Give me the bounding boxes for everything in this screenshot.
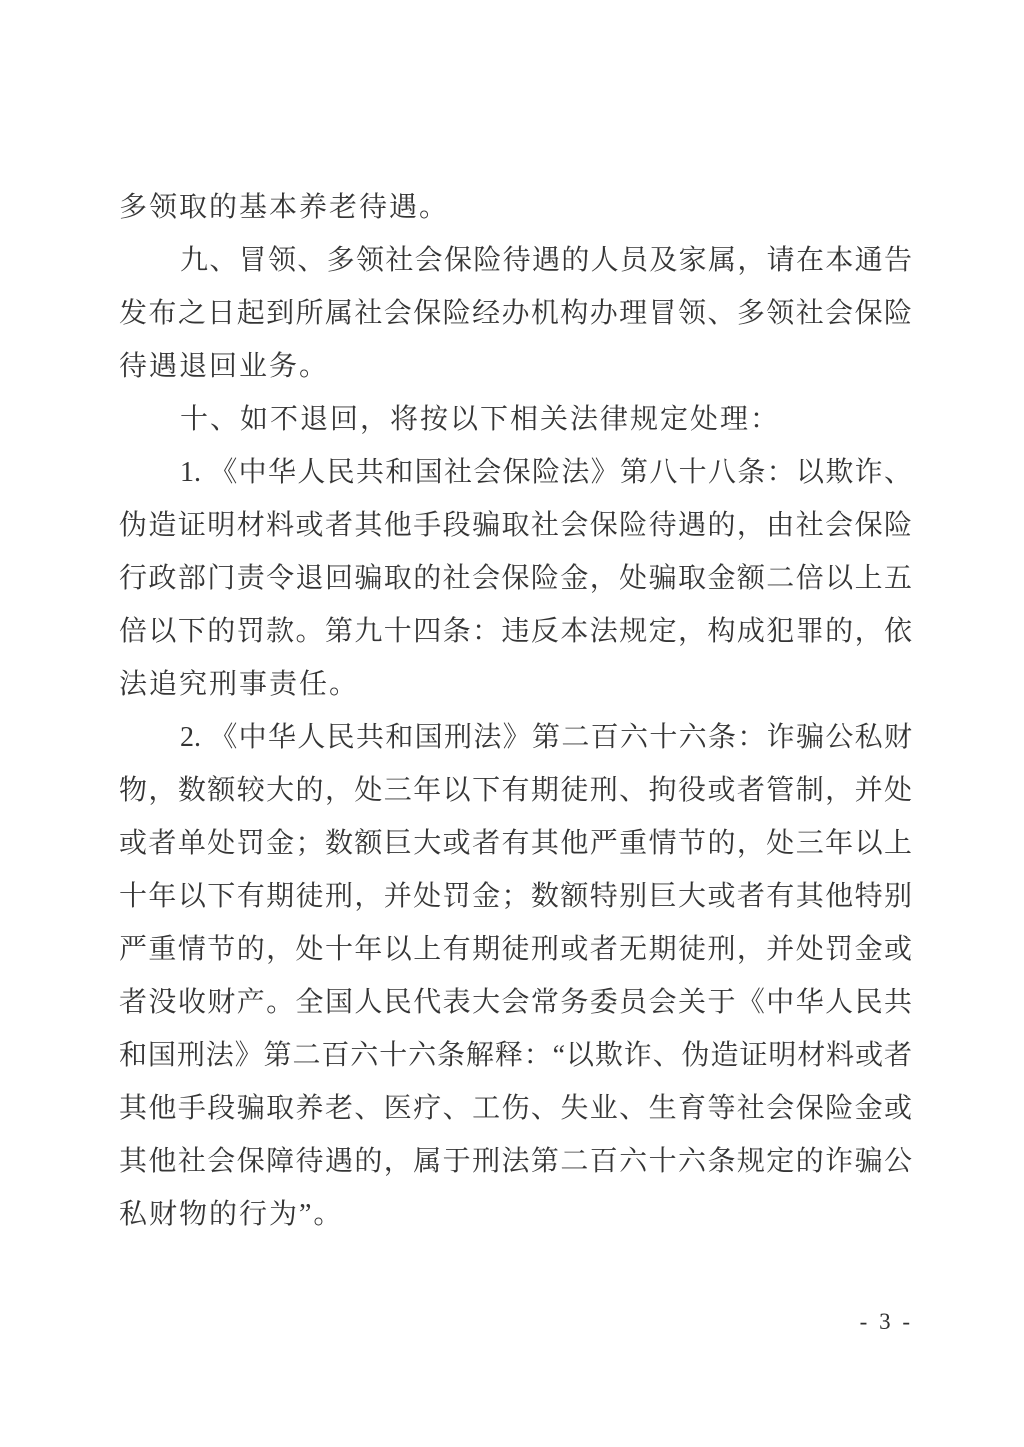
text-line: 和国刑法》第二百六十六条解释：“以欺诈、伪造证明材料或者 <box>119 1040 912 1071</box>
text-line: 严重情节的，处十年以上有期徒刑或者无期徒刑，并处罚金或 <box>119 934 912 965</box>
text-line: 1. 《中华人民共和国社会保险法》第八十八条：以欺诈、 <box>180 457 912 488</box>
text-line: 其他手段骗取养老、医疗、工伤、失业、生育等社会保险金或 <box>119 1093 912 1124</box>
text-line: 发布之日起到所属社会保险经办机构办理冒领、多领社会保险 <box>119 298 912 329</box>
page-number: - 3 - <box>859 1309 913 1334</box>
text-line: 倍以下的罚款。第九十四条：违反本法规定，构成犯罪的，依 <box>119 616 912 647</box>
text-line: 私财物的行为”。 <box>119 1199 344 1230</box>
text-line: 十、如不退回，将按以下相关法律规定处理： <box>180 404 781 435</box>
text-line: 待遇退回业务。 <box>119 351 330 382</box>
text-line: 十年以下有期徒刑，并处罚金；数额特别巨大或者有其他特别 <box>119 881 912 912</box>
text-line: 其他社会保障待遇的，属于刑法第二百六十六条规定的诈骗公 <box>119 1146 912 1177</box>
text-line: 行政部门责令退回骗取的社会保险金，处骗取金额二倍以上五 <box>119 563 912 594</box>
text-line: 伪造证明材料或者其他手段骗取社会保险待遇的，由社会保险 <box>119 510 912 541</box>
document-body <box>119 181 912 1241</box>
text-line: 者没收财产。全国人民代表大会常务委员会关于《中华人民共 <box>119 987 912 1018</box>
text-line: 法追究刑事责任。 <box>119 669 360 700</box>
text-line: 九、冒领、多领社会保险待遇的人员及家属，请在本通告 <box>180 245 912 276</box>
text-line: 物，数额较大的，处三年以下有期徒刑、拘役或者管制，并处 <box>119 775 912 806</box>
text-line: 多领取的基本养老待遇。 <box>119 192 450 223</box>
text-line: 或者单处罚金；数额巨大或者有其他严重情节的，处三年以上 <box>119 828 912 859</box>
text-line: 2. 《中华人民共和国刑法》第二百六十六条：诈骗公私财 <box>180 722 912 753</box>
